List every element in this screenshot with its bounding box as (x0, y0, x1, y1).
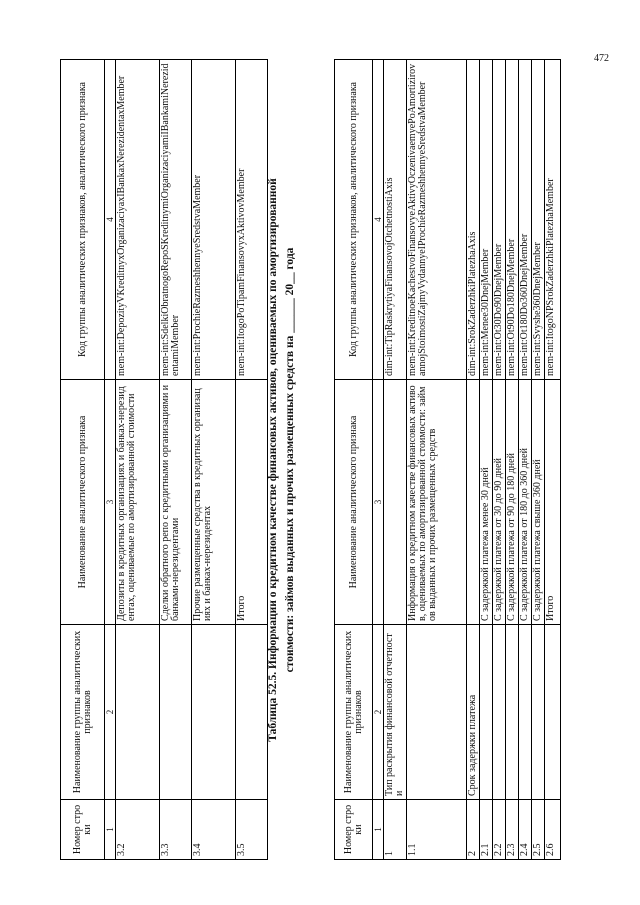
feature-name: С задержкой платежа от 180 до 360 дней (519, 380, 532, 625)
group-name (116, 625, 160, 800)
group-name (407, 625, 467, 800)
feature-name: С задержкой платежа от 30 до 90 дней (493, 380, 506, 625)
feature-code: mem-int:KreditnoeKachestvoFinansovyeAktivyOczenivaemyePoAmortizirovannojStoimostiZajmyVydannyeIProchieRazmeshhennyeSredstvaMember (407, 60, 467, 380)
feature-code: mem-int:Ot180Do360DnejMember (519, 60, 532, 380)
feature-name: Итого (236, 380, 268, 625)
table-row (192, 60, 236, 860)
row-number: 2.4 (519, 800, 532, 860)
table-row (506, 60, 519, 860)
group-name (493, 625, 506, 800)
rotated-page-content (60, 60, 620, 860)
header-cell: Наименование группы аналитических признаков (335, 625, 373, 800)
feature-name: С задержкой платежа свыше 360 дней (532, 380, 545, 625)
group-name (506, 625, 519, 800)
row-number: 1 (384, 800, 407, 860)
header-cell: Наименование группы аналитических признаков (61, 625, 105, 800)
feature-name: Сделки обратного репо с кредитными организациями и банками-нерезидентами (160, 380, 192, 625)
table-row (493, 60, 506, 860)
row-number: 3.4 (192, 800, 236, 860)
table-row (384, 60, 407, 860)
column-number: 2 (373, 625, 384, 800)
group-name: Срок задержки платежа (467, 625, 480, 800)
row-number: 3.2 (116, 800, 160, 860)
feature-name (384, 380, 407, 625)
table-title (265, 60, 299, 860)
group-name (545, 625, 561, 800)
feature-code: mem-int:SdelkiObratnogoRepoSKreditnymiOrganizaciyamiIBankamiNerezidentamiMember (160, 60, 192, 380)
row-number: 2.2 (493, 800, 506, 860)
feature-name: Итого (545, 380, 561, 625)
row-number: 3.5 (236, 800, 268, 860)
table-title-line-1: Таблица 52.5. Информации о кредитном качестве финансовых активов, оцениваемых по амортизированной (267, 178, 279, 742)
feature-code: mem-int:DepozityVKreditnyxOrganizaciyaxIBankaxNerezidentaxMember (116, 60, 160, 380)
table-row (519, 60, 532, 860)
feature-name: С задержкой платежа менее 30 дней (480, 380, 493, 625)
feature-code: mem-int:ItogoNPSrokZaderzhkiPlatezhaMember (545, 60, 561, 380)
feature-name (467, 380, 480, 625)
group-name (192, 625, 236, 800)
column-number: 1 (373, 800, 384, 860)
page-number: 472 (594, 53, 609, 64)
column-number-row (373, 60, 384, 860)
header-cell: Номер строки (61, 800, 105, 860)
feature-code: dim-int:TipRaskrytiyaFinansovojOtchetnostiAxis (384, 60, 407, 380)
row-number: 2.6 (545, 800, 561, 860)
table-row (480, 60, 493, 860)
table-row (116, 60, 160, 860)
group-name (160, 625, 192, 800)
feature-code: mem-int:ProchieRazmeshhennyeSredstvaMember (192, 60, 236, 380)
credit-quality-table (334, 59, 561, 860)
row-number: 2.5 (532, 800, 545, 860)
row-number: 2.3 (506, 800, 519, 860)
row-number: 1.1 (407, 800, 467, 860)
table-row (236, 60, 268, 860)
feature-code: mem-int:Menee30DnejMember (480, 60, 493, 380)
feature-code: dim-int:SrokZaderzhkiPlatezhaAxis (467, 60, 480, 380)
column-number: 4 (105, 60, 116, 380)
header-cell: Наименование аналитического признака (335, 380, 373, 625)
row-number: 2.1 (480, 800, 493, 860)
header-cell: Код группы аналитических признаков, аналитического признака (61, 60, 105, 380)
header-row (61, 60, 105, 860)
column-number: 4 (373, 60, 384, 380)
table-row (467, 60, 480, 860)
table-row (532, 60, 545, 860)
group-name (480, 625, 493, 800)
group-name (532, 625, 545, 800)
analytic-features-table-continued (60, 59, 268, 860)
column-number: 1 (105, 800, 116, 860)
feature-name: Прочие размещенные средства в кредитных организациях и банках-нерезидентах (192, 380, 236, 625)
header-row (335, 60, 373, 860)
table-title-line-2: стоимости: займов выданных и прочих размещенных средств на ______ 20__ года (284, 247, 296, 673)
table-row (407, 60, 467, 860)
feature-code: mem-int:Ot90Do180DnejMember (506, 60, 519, 380)
header-cell: Номер строки (335, 800, 373, 860)
group-name (236, 625, 268, 800)
feature-code: mem-int:Ot30Do90DnejMember (493, 60, 506, 380)
row-number: 2 (467, 800, 480, 860)
feature-code: mem-int:Svyshe360DnejMember (532, 60, 545, 380)
header-cell: Наименование аналитического признака (61, 380, 105, 625)
table-row (545, 60, 561, 860)
feature-name: С задержкой платежа от 90 до 180 дней (506, 380, 519, 625)
group-name: Тип раскрытия финансовой отчетности (384, 625, 407, 800)
column-number: 2 (105, 625, 116, 800)
feature-name: Депозиты в кредитных организациях и банках-нерезидентах, оцениваемые по амортизированной стоимости (116, 380, 160, 625)
header-cell: Код группы аналитических признаков, аналитического признака (335, 60, 373, 380)
column-number-row (105, 60, 116, 860)
table-row (160, 60, 192, 860)
feature-name: Информация о кредитном качестве финансовых активов, оцениваемых по амортизированной стоимости: займов выданных и прочих размещенных средств (407, 380, 467, 625)
column-number: 3 (373, 380, 384, 625)
feature-code: mem-int:ItogoPoTipamFinansovyxAktivovMember (236, 60, 268, 380)
group-name (519, 625, 532, 800)
column-number: 3 (105, 380, 116, 625)
row-number: 3.3 (160, 800, 192, 860)
